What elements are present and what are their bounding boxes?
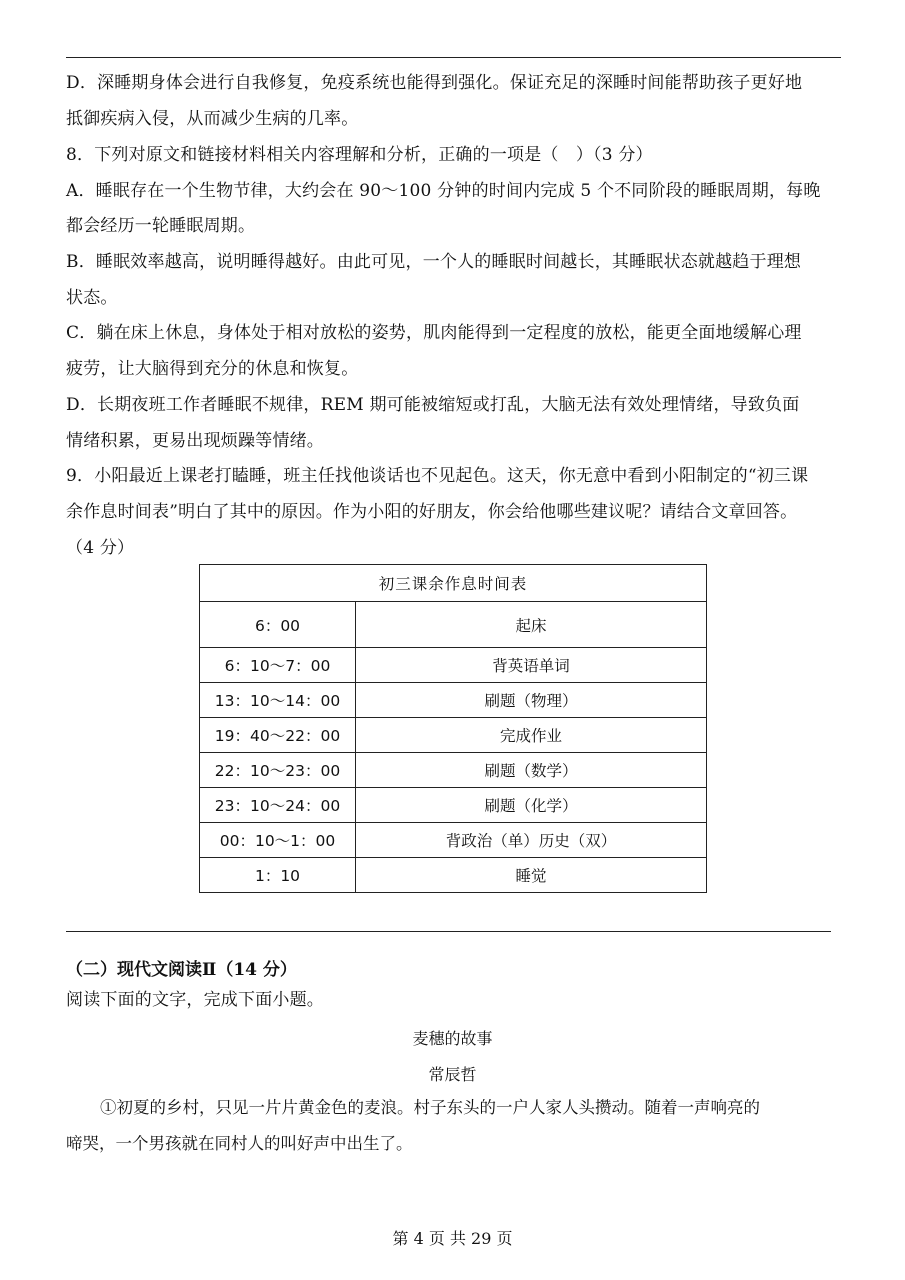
table-row — [200, 648, 707, 683]
top-rule — [66, 57, 841, 58]
section-heading: （二）现代文阅读Ⅱ（14 分） — [66, 960, 297, 980]
section-instruction: 阅读下面的文字，完成下面小题。 — [66, 990, 324, 1010]
schedule-activity: 完成作业 — [356, 718, 707, 753]
q8-option-b-line2: 状态。 — [66, 288, 118, 308]
q8-option-d-line2: 情绪积累，更易出现烦躁等情绪。 — [66, 431, 324, 451]
q8-option-a-line1: A．睡眠存在一个生物节律，大约会在 90～100 分钟的时间内完成 5 个不同阶段的睡眠周期，每晚 — [66, 181, 821, 201]
q8-option-d-line1: D．长期夜班工作者睡眠不规律，REM 期可能被缩短或打乱，大脑无法有效处理情绪，导致负面 — [66, 395, 800, 415]
page-footer: 第 4 页 共 29 页 — [392, 1229, 513, 1248]
table-row — [200, 683, 707, 718]
q7-option-d-line1: D．深睡期身体会进行自我修复，免疫系统也能得到强化。保证充足的深睡时间能帮助孩子更好地 — [66, 73, 803, 93]
table-row — [200, 788, 707, 823]
schedule-time: 22：10～23：00 — [200, 753, 356, 788]
schedule-time: 23：10～24：00 — [200, 788, 356, 823]
story-paragraph-line1: ①初夏的乡村，只见一片片黄金色的麦浪。村子东头的一户人家人头攒动。随着一声响亮的 — [100, 1098, 760, 1117]
q8-option-c-line2: 疲劳，让大脑得到充分的休息和恢复。 — [66, 359, 359, 379]
section-divider — [66, 931, 831, 932]
q8-option-b-line1: B．睡眠效率越高，说明睡得越好。由此可见，一个人的睡眠时间越长，其睡眠状态就越趋于理想 — [66, 252, 802, 272]
schedule-time: 6：10～7：00 — [200, 648, 356, 683]
schedule-activity: 刷题（物理） — [356, 683, 707, 718]
schedule-time: 13：10～14：00 — [200, 683, 356, 718]
schedule-activity: 刷题（化学） — [356, 788, 707, 823]
table-row — [200, 753, 707, 788]
table-row — [200, 823, 707, 858]
schedule-activity: 起床 — [356, 602, 707, 648]
table-row — [200, 602, 707, 648]
story-author: 常辰哲 — [428, 1065, 477, 1084]
q8-option-a-line2: 都会经历一轮睡眠周期。 — [66, 216, 256, 236]
table-row — [200, 858, 707, 893]
schedule-activity: 背英语单词 — [356, 648, 707, 683]
q7-option-d-line2: 抵御疾病入侵，从而减少生病的几率。 — [66, 109, 359, 129]
schedule-time: 19：40～22：00 — [200, 718, 356, 753]
schedule-time: 1：10 — [200, 858, 356, 893]
q8-stem: 8．下列对原文和链接材料相关内容理解和分析，正确的一项是（ ）（3 分） — [66, 145, 653, 165]
q8-option-c-line1: C．躺在床上休息，身体处于相对放松的姿势，肌肉能得到一定程度的放松，能更全面地缓解心理 — [66, 323, 802, 343]
table-row — [200, 718, 707, 753]
schedule-activity: 睡觉 — [356, 858, 707, 893]
schedule-time: 6：00 — [200, 602, 356, 648]
schedule-title-row — [200, 565, 707, 602]
story-paragraph-line2: 啼哭，一个男孩就在同村人的叫好声中出生了。 — [66, 1134, 413, 1153]
schedule-activity: 背政治（单）历史（双） — [356, 823, 707, 858]
q9-line2: 余作息时间表”明白了其中的原因。作为小阳的好朋友，你会给他哪些建议呢？请结合文章回答。 — [66, 502, 798, 522]
q9-line1: 9．小阳最近上课老打瞌睡，班主任找他谈话也不见起色。这天，你无意中看到小阳制定的“初三课 — [66, 466, 809, 486]
story-title: 麦穗的故事 — [412, 1029, 493, 1048]
schedule-activity: 刷题（数学） — [356, 753, 707, 788]
q9-line3: （4 分） — [66, 538, 135, 558]
schedule-time: 00：10～1：00 — [200, 823, 356, 858]
schedule-title: 初三课余作息时间表 — [200, 565, 707, 602]
schedule-table — [199, 564, 707, 893]
